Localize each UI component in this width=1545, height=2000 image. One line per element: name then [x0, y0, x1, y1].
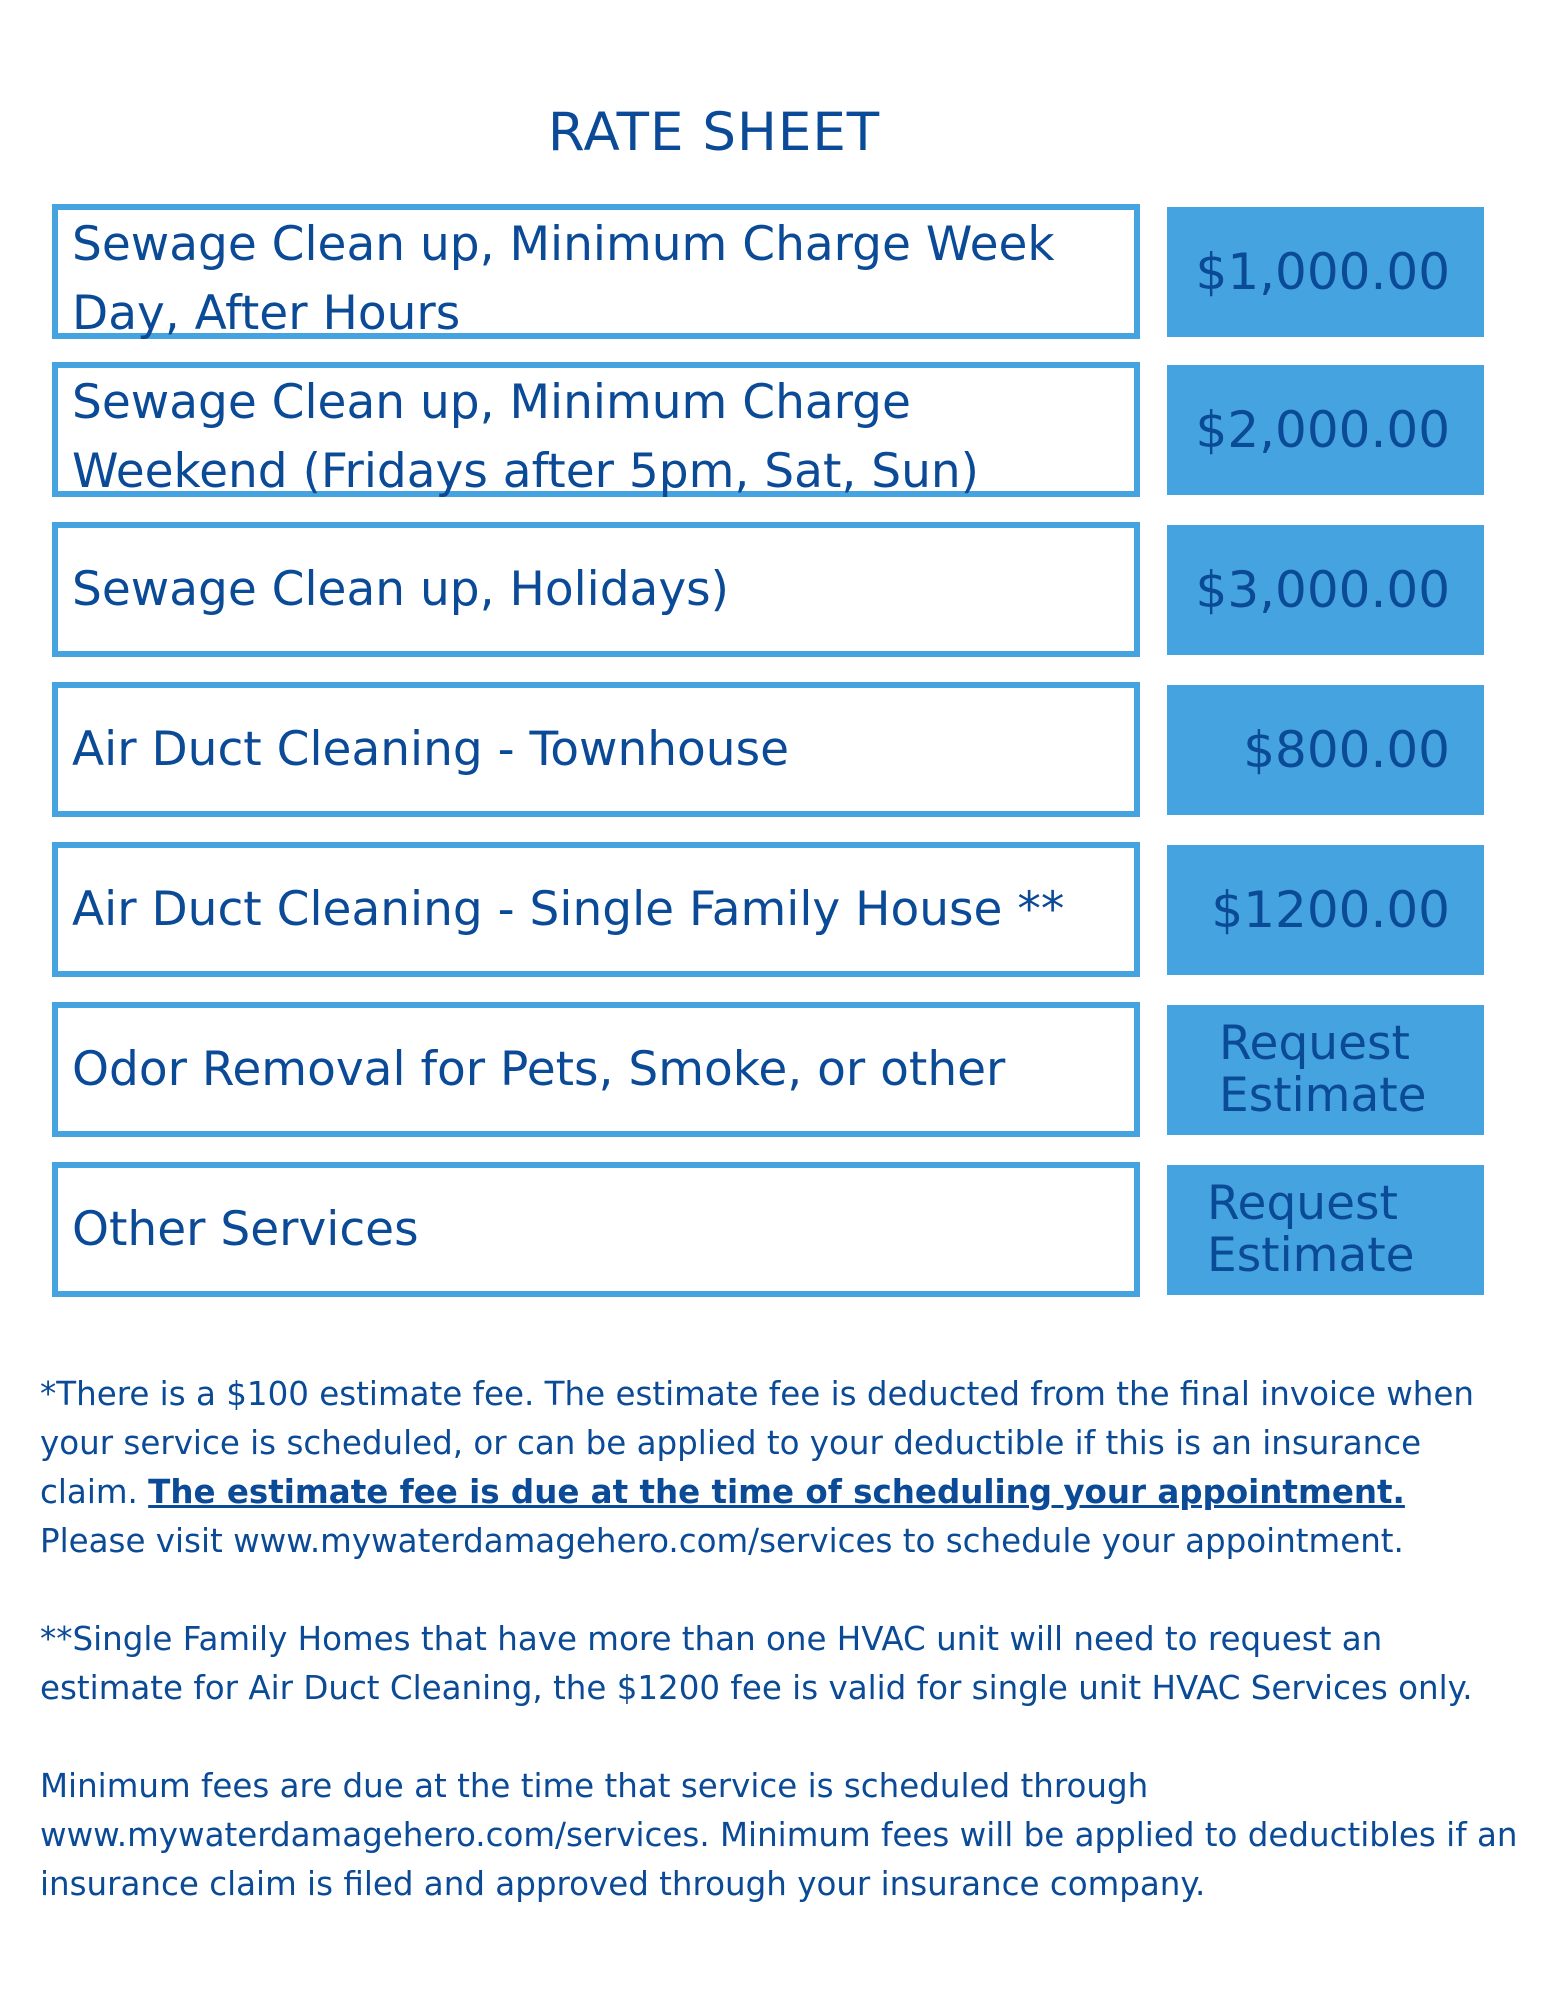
service-label-box	[52, 1002, 1140, 1137]
price-box	[1167, 1005, 1484, 1135]
price-box	[1167, 845, 1484, 975]
estimate-fee-emphasis: The estimate fee is due at the time of scheduling your appointment.	[148, 1473, 1405, 1511]
service-label-box	[52, 204, 1140, 339]
service-name: Air Duct Cleaning - Townhouse	[72, 722, 790, 777]
price-box	[1167, 685, 1484, 815]
service-name: Air Duct Cleaning - Single Family House **	[72, 882, 1065, 937]
page-title: RATE SHEET	[547, 102, 881, 163]
rate-row	[52, 204, 1492, 339]
price-box	[1167, 207, 1484, 337]
footnotes	[40, 1370, 1520, 1958]
rate-row	[52, 522, 1492, 657]
service-label-box	[52, 1162, 1140, 1297]
price-value: $800.00	[1243, 721, 1450, 779]
price-value: $2,000.00	[1195, 401, 1450, 459]
service-name: Sewage Clean up, Minimum Charge Week Day, After Hours	[72, 217, 1055, 341]
minimum-fees-note: Minimum fees are due at the time that service is scheduled through www.mywaterdamagehero.com/services. Minimum fees will be applied to deductibles if an insurance claim is filed and approved through your insurance company.	[40, 1767, 1518, 1903]
service-label-box	[52, 842, 1140, 977]
service-name: Odor Removal for Pets, Smoke, or other	[72, 1042, 1006, 1097]
rate-row	[52, 1002, 1492, 1137]
service-label-box	[52, 362, 1140, 497]
single-family-note: **Single Family Homes that have more than one HVAC unit will need to request an estimate for Air Duct Cleaning, the $1200 fee is valid for single unit HVAC Services only.	[40, 1620, 1473, 1707]
price-value: $1200.00	[1211, 881, 1450, 939]
service-label-box	[52, 682, 1140, 817]
price-value: $3,000.00	[1195, 561, 1450, 619]
estimate-fee-note	[40, 1370, 1520, 1566]
rate-row	[52, 842, 1492, 977]
price-box	[1167, 365, 1484, 495]
service-label-box	[52, 522, 1140, 657]
service-name: Sewage Clean up, Minimum Charge Weekend (Fridays after 5pm, Sat, Sun)	[72, 375, 979, 499]
rate-row	[52, 362, 1492, 497]
service-name: Sewage Clean up, Holidays)	[72, 562, 729, 617]
estimate-fee-text-end: Please visit www.mywaterdamagehero.com/services to schedule your appointment.	[40, 1522, 1404, 1560]
price-value: $1,000.00	[1195, 243, 1450, 301]
request-estimate-label: Request Estimate	[1219, 1016, 1427, 1123]
request-estimate-label: Request Estimate	[1207, 1176, 1415, 1283]
rate-row	[52, 1162, 1492, 1297]
estimate-fee-text: *There is a $100 estimate fee. The estimate fee is deducted from the final invoice when your service is scheduled, or can be applied to your deductible if this is an insurance claim.	[40, 1375, 1474, 1511]
service-name: Other Services	[72, 1202, 419, 1257]
price-box	[1167, 1165, 1484, 1295]
price-box	[1167, 525, 1484, 655]
rate-row	[52, 682, 1492, 817]
